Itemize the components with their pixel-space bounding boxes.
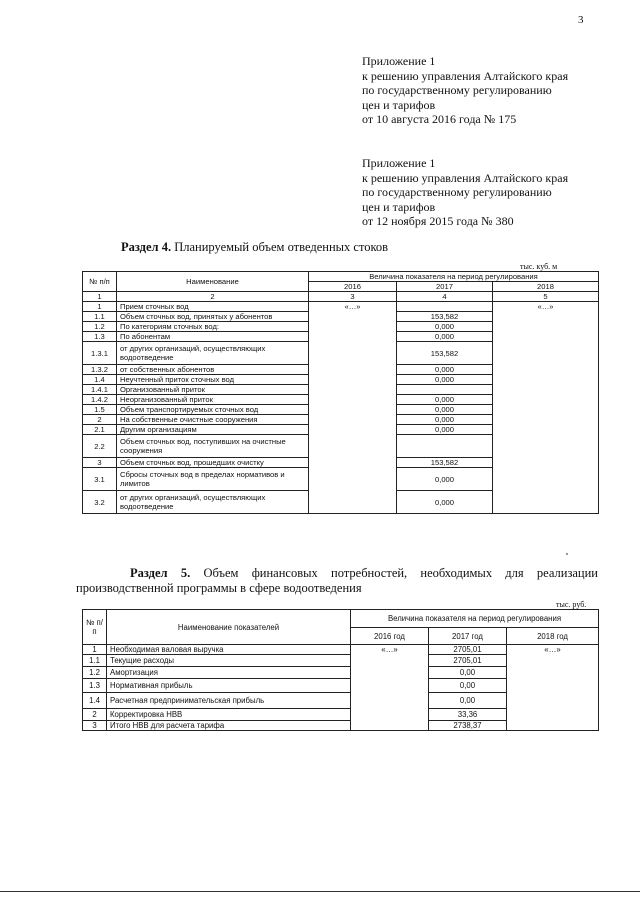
- section5-unit: тыс. руб.: [556, 600, 587, 609]
- row-number: 1: [83, 302, 117, 312]
- header-year: 2018: [493, 282, 599, 292]
- value-2017: 0,000: [397, 365, 493, 375]
- section4-title: [121, 240, 388, 255]
- header-num: № п/ п: [83, 610, 107, 645]
- row-name: Нормативная прибыль: [107, 679, 351, 693]
- header-year: 2016 год: [351, 628, 429, 645]
- value-2017: 2738,37: [429, 721, 507, 731]
- appendix-line: Приложение 1: [362, 54, 436, 68]
- appendix-line: от 10 августа 2016 года № 175: [362, 112, 517, 127]
- value-2017: 2705,01: [429, 655, 507, 667]
- row-name: от собственных абонентов: [117, 365, 309, 375]
- section4-heading: Планируемый объем отведенных стоков: [174, 240, 389, 254]
- section4-unit: тыс. куб. м: [520, 262, 558, 271]
- appendix-line: к решению управления Алтайского края: [362, 170, 569, 185]
- header-period: Величина показателя на период регулирования: [309, 272, 599, 282]
- value-2017: 0,00: [429, 693, 507, 709]
- section4-label: Раздел 4.: [121, 240, 172, 254]
- appendix-line: Приложение 1: [362, 156, 436, 170]
- header-index: 4: [397, 292, 493, 302]
- value-2017: 0,00: [429, 667, 507, 679]
- row-number: 1.3.2: [83, 365, 117, 375]
- row-name: Объем сточных вод, прошедших очистку: [117, 458, 309, 468]
- row-name: Неучтенный приток сточных вод: [117, 375, 309, 385]
- section5-heading: Объем финансовых потребностей, необходимых для реализации производственной программы в сфере водоотведения: [76, 566, 598, 595]
- value-2017: [397, 302, 493, 312]
- row-number: 1.5: [83, 405, 117, 415]
- header-year: 2018 год: [507, 628, 599, 645]
- header-year: 2017 год: [429, 628, 507, 645]
- appendix-line: по государственному регулированию: [362, 83, 552, 98]
- row-name: Прием сточных вод: [117, 302, 309, 312]
- row-name: По категориям сточных вод:: [117, 322, 309, 332]
- row-number: 3: [83, 458, 117, 468]
- value-2017: 153,582: [397, 312, 493, 322]
- table-row: [83, 302, 599, 312]
- row-name: По абонентам: [117, 332, 309, 342]
- row-number: 2: [83, 415, 117, 425]
- header-index: 3: [309, 292, 397, 302]
- row-name: Объем сточных вод, поступивших на очистные сооружения: [117, 435, 309, 458]
- page-number: 3: [578, 14, 584, 26]
- value-2017: 153,582: [397, 458, 493, 468]
- appendix-line: от 12 ноября 2015 года № 380: [362, 214, 514, 229]
- row-name: Текущие расходы: [107, 655, 351, 667]
- header-year: 2016: [309, 282, 397, 292]
- appendix-line: цен и тарифов: [362, 97, 436, 112]
- row-name: Итого НВВ для расчета тарифа: [107, 721, 351, 731]
- row-name: Неорганизованный приток: [117, 395, 309, 405]
- row-name: Корректировка НВВ: [107, 709, 351, 721]
- header-year: 2017: [397, 282, 493, 292]
- row-number: 1.4.2: [83, 395, 117, 405]
- appendix-previous: [362, 156, 568, 229]
- section4-table: [82, 271, 599, 514]
- value-2016-placeholder: «…»: [351, 645, 429, 731]
- row-number: 1.4: [83, 375, 117, 385]
- row-number: 1.1: [83, 655, 107, 667]
- row-number: 3: [83, 721, 107, 731]
- value-2017: 0,000: [397, 375, 493, 385]
- table-row: [83, 645, 599, 655]
- value-2017: 0,000: [397, 405, 493, 415]
- row-number: 1.3: [83, 679, 107, 693]
- value-2017: 0,000: [397, 468, 493, 491]
- row-number: 1.2: [83, 322, 117, 332]
- row-number: 3.1: [83, 468, 117, 491]
- value-2017: 0,000: [397, 425, 493, 435]
- appendix-line: по государственному регулированию: [362, 185, 552, 200]
- row-name: Необходимая валовая выручка: [107, 645, 351, 655]
- value-2016-placeholder: «…»: [309, 302, 397, 514]
- value-2017: 0,000: [397, 395, 493, 405]
- appendix-line: к решению управления Алтайского края: [362, 68, 569, 83]
- value-2017: [397, 385, 493, 395]
- row-number: 1: [83, 645, 107, 655]
- header-num: № п/п: [83, 272, 117, 292]
- section5-table: [82, 609, 599, 731]
- appendix-current: [362, 54, 568, 127]
- header-index: 2: [117, 292, 309, 302]
- row-number: 3.2: [83, 491, 117, 514]
- value-2018-placeholder: «…»: [493, 302, 599, 514]
- section5-title: [76, 566, 598, 596]
- appendix-line: цен и тарифов: [362, 199, 436, 214]
- row-name: Организованный приток: [117, 385, 309, 395]
- value-2017: 153,582: [397, 342, 493, 365]
- row-name: На собственные очистные сооружения: [117, 415, 309, 425]
- row-name: Объем транспортируемых сточных вод: [117, 405, 309, 415]
- header-name: Наименование: [117, 272, 309, 292]
- row-name: Объем сточных вод, принятых у абонентов: [117, 312, 309, 322]
- row-number: 2.1: [83, 425, 117, 435]
- header-index: 1: [83, 292, 117, 302]
- header-name: Наименование показателей: [107, 610, 351, 645]
- value-2017: 0,00: [429, 679, 507, 693]
- row-number: 1.3: [83, 332, 117, 342]
- row-name: Амортизация: [107, 667, 351, 679]
- row-name: от других организаций, осуществляющих водоотведение: [117, 491, 309, 514]
- value-2017: [397, 435, 493, 458]
- row-name: Другим организациям: [117, 425, 309, 435]
- page-bottom-rule: [0, 891, 640, 892]
- value-2017: 0,000: [397, 415, 493, 425]
- value-2017: 0,000: [397, 332, 493, 342]
- header-period: Величина показателя на период регулирования: [351, 610, 599, 628]
- row-name: от других организаций, осуществляющих водоотведение: [117, 342, 309, 365]
- value-2017: 0,000: [397, 491, 493, 514]
- row-number: 1.4.1: [83, 385, 117, 395]
- value-2017: 0,000: [397, 322, 493, 332]
- row-number: 1.2: [83, 667, 107, 679]
- row-number: 2.2: [83, 435, 117, 458]
- row-number: 1.1: [83, 312, 117, 322]
- header-index: 5: [493, 292, 599, 302]
- value-2017: 2705,01: [429, 645, 507, 655]
- row-name: Расчетная предпринимательская прибыль: [107, 693, 351, 709]
- row-number: 1.4: [83, 693, 107, 709]
- section5-label: Раздел 5.: [130, 566, 191, 580]
- value-2017: 33,36: [429, 709, 507, 721]
- row-number: 2: [83, 709, 107, 721]
- scan-mark: [566, 553, 568, 555]
- row-number: 1.3.1: [83, 342, 117, 365]
- row-name: Сбросы сточных вод в пределах нормативов и лимитов: [117, 468, 309, 491]
- value-2018-placeholder: «…»: [507, 645, 599, 731]
